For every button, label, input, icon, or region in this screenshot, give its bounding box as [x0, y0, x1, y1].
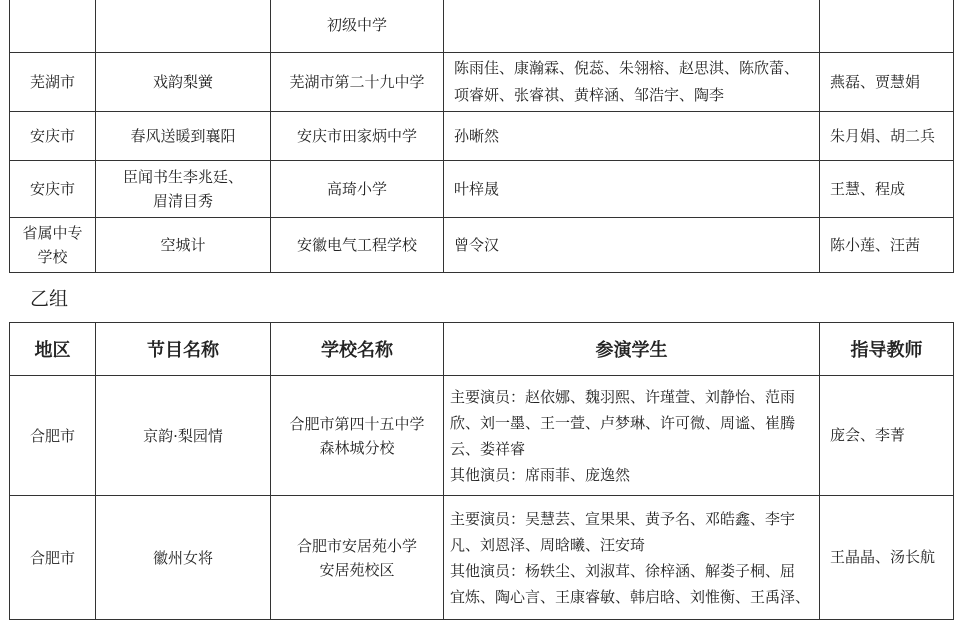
table-row: [10, 0, 954, 53]
cell-text-line: 合肥市安居苑小学: [296, 536, 417, 555]
cell-text-line: 曾令汉: [454, 235, 500, 254]
cell-text-line: 项睿妍、张睿祺、黄梓涵、邹浩宇、陶李: [454, 86, 725, 104]
school-name-cell: [271, 376, 444, 496]
teachers-cell: [820, 218, 954, 273]
school-name-cell: [271, 496, 444, 620]
cell-text-line: 高琦小学: [326, 180, 387, 198]
cell-text-line: 春风送暖到襄阳: [130, 127, 236, 145]
program-name-cell: [96, 53, 271, 112]
cell-text-line: 合肥市第四十五中学: [289, 414, 425, 433]
table-row: [10, 376, 954, 496]
students-cell: [444, 376, 820, 496]
cell-text-line: 眉清目秀: [152, 192, 213, 210]
school-name-cell: [271, 53, 444, 112]
cell-text-line: 凡、刘恩泽、周晗曦、汪安琦: [450, 535, 646, 554]
table-row: [10, 218, 954, 273]
cell-text-line: 省属中专: [22, 224, 83, 242]
table-row: [10, 496, 954, 620]
school-name-cell: [271, 0, 444, 53]
school-name-cell: [271, 112, 444, 161]
header-teachers: 指导教师: [820, 323, 954, 376]
students-cell: [444, 496, 820, 620]
cell-text-line: 安庆市: [29, 180, 75, 198]
cell-text-line: 合肥市: [29, 548, 75, 567]
cell-text-line: 王晶晶、汤长航: [830, 548, 936, 566]
group-b-header-row: [10, 323, 954, 376]
cell-text-line: 燕磊、贾慧娟: [830, 72, 921, 91]
students-cell: [444, 0, 820, 53]
cell-text-line: 戏韵梨黉: [152, 73, 213, 91]
group-b-table-body: [10, 376, 954, 620]
table-row: [10, 112, 954, 161]
cell-text-line: 安徽电气工程学校: [296, 236, 417, 254]
group-a-table-body: [10, 0, 954, 273]
cell-text-line: 主要演员：吴慧芸、宣果果、黄予名、邓皓鑫、李宇: [450, 509, 796, 528]
students-cell: [444, 112, 820, 161]
cell-text-line: 庞会、李菁: [830, 426, 906, 444]
teachers-cell: [820, 496, 954, 620]
cell-text-line: 欣、刘一墨、王一萱、卢梦琳、许可微、周谧、崔腾: [450, 413, 796, 432]
cell-text-line: 其他演员：席雨菲、庞逸然: [450, 465, 631, 484]
cell-text-line: 陈雨佳、康瀚霖、倪蕊、朱翎榕、赵思淇、陈欣蕾、: [454, 59, 800, 77]
cell-text-line: 朱月娟、胡二兵: [830, 126, 936, 145]
program-name-cell: [96, 161, 271, 218]
region-cell: [10, 376, 96, 496]
cell-text-line: 学校: [37, 248, 68, 266]
group-b-table: [9, 322, 954, 620]
cell-text-line: 京韵·梨园情: [143, 426, 223, 445]
cell-text-line: 合肥市: [29, 426, 75, 445]
header-region: 地区: [10, 323, 96, 376]
cell-text-line: 安居苑校区: [319, 560, 395, 579]
teachers-cell: [820, 112, 954, 161]
table-row: [10, 161, 954, 218]
students-cell: [444, 161, 820, 218]
cell-text-line: 陈小莲、汪茜: [830, 235, 921, 254]
teachers-cell: [820, 376, 954, 496]
cell-text-line: 臣闻书生李兆廷、: [122, 168, 243, 186]
region-cell: [10, 218, 96, 273]
region-cell: [10, 53, 96, 112]
header-school: 学校名称: [271, 323, 444, 376]
school-name-cell: [271, 161, 444, 218]
program-name-cell: [96, 218, 271, 273]
cell-text-line: 王慧、程成: [830, 179, 906, 198]
group-a-table: [9, 0, 954, 273]
teachers-cell: [820, 53, 954, 112]
cell-text-line: 孙晰然: [454, 126, 500, 145]
header-program: 节目名称: [96, 323, 271, 376]
cell-text-line: 宜炼、陶心言、王康睿敏、韩启晗、刘惟衡、王禹泽、: [450, 587, 811, 606]
cell-text-line: 叶梓晟: [454, 179, 500, 198]
cell-text-line: 其他演员：杨轶尘、刘淑茸、徐梓涵、解娄子桐、屈: [450, 561, 796, 580]
region-cell: [10, 496, 96, 620]
program-name-cell: [96, 496, 271, 620]
header-students: 参演学生: [444, 323, 820, 376]
cell-text-line: 森林城分校: [319, 438, 395, 457]
teachers-cell: [820, 0, 954, 53]
cell-text-line: 安庆市田家炳中学: [296, 127, 417, 145]
group-b-title: 乙组: [30, 288, 69, 310]
cell-text-line: 云、娄祥睿: [450, 439, 526, 458]
program-name-cell: [96, 0, 271, 53]
cell-text-line: 初级中学: [326, 16, 387, 34]
cell-text-line: 空城计: [160, 236, 206, 254]
students-cell: [444, 218, 820, 273]
cell-text-line: 芜湖市: [29, 73, 75, 91]
region-cell: [10, 161, 96, 218]
program-name-cell: [96, 376, 271, 496]
program-name-cell: [96, 112, 271, 161]
table-row: [10, 53, 954, 112]
cell-text-line: 芜湖市第二十九中学: [289, 73, 425, 91]
cell-text-line: 主要演员：赵依娜、魏羽熙、许瑾萱、刘静怡、范雨: [450, 387, 796, 406]
students-cell: [444, 53, 820, 112]
cell-text-line: 徽州女将: [152, 548, 213, 567]
region-cell: [10, 112, 96, 161]
cell-text-line: 安庆市: [29, 127, 75, 145]
teachers-cell: [820, 161, 954, 218]
region-cell: [10, 0, 96, 53]
school-name-cell: [271, 218, 444, 273]
